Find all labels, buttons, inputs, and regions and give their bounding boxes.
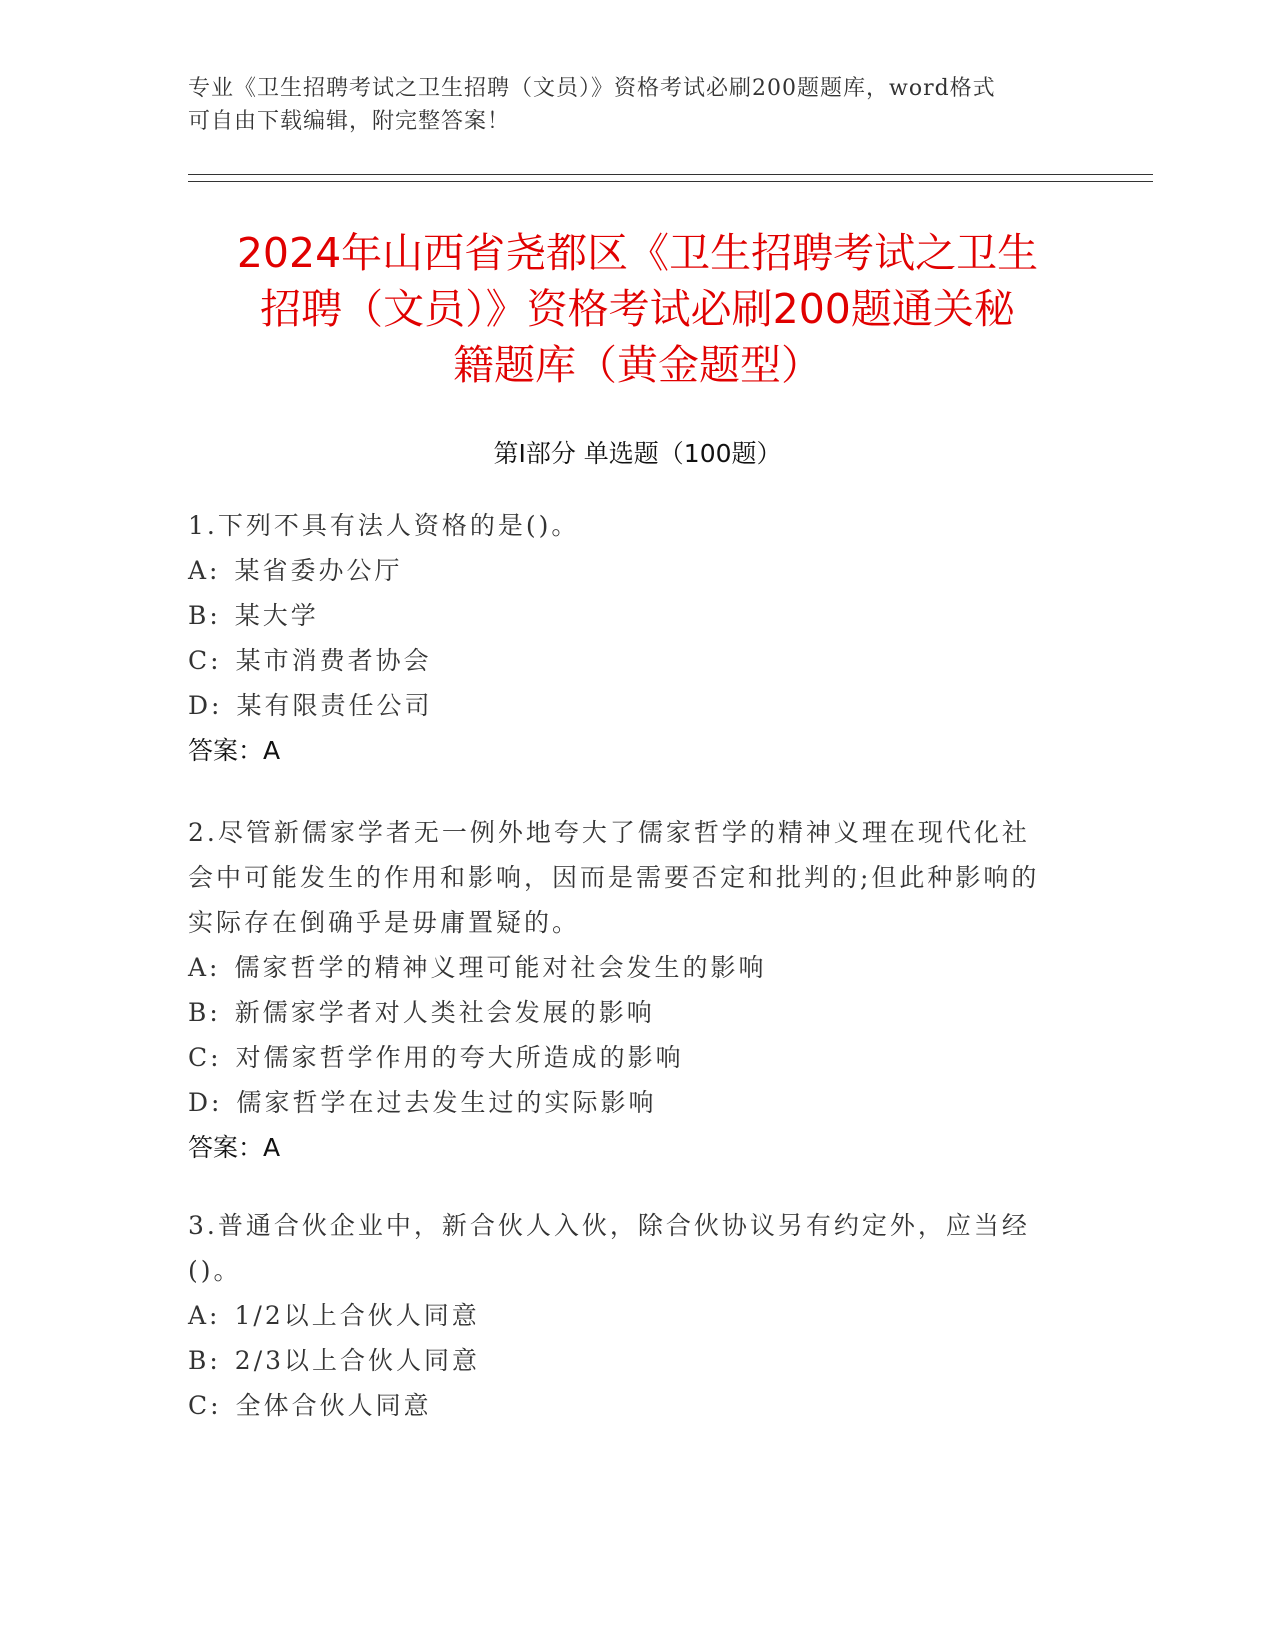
option-item: [188, 1080, 1088, 1125]
answer-line: 答案：A: [188, 1133, 281, 1162]
option-item: [188, 593, 1088, 638]
option-key: A:: [188, 1301, 221, 1330]
option-key: A:: [188, 556, 221, 585]
option-text: 某有限责任公司: [236, 691, 433, 720]
option-item: [188, 1383, 1088, 1428]
option-item: [188, 1293, 1088, 1338]
header-divider: [188, 181, 1153, 182]
question-stem: 3.普通合伙企业中，新合伙人入伙，除合伙协议另有约定外，应当经: [188, 1211, 1030, 1240]
option-text: 某大学: [234, 601, 319, 630]
option-text: 1/2以上合伙人同意: [234, 1301, 480, 1330]
header-note: [188, 72, 1088, 138]
option-text: 新儒家学者对人类社会发展的影响: [234, 998, 655, 1027]
answer-line: 答案：A: [188, 736, 281, 765]
option-key: A:: [188, 953, 221, 982]
question-item: [188, 503, 1088, 773]
question-stem: 实际存在倒确乎是毋庸置疑的。: [188, 908, 581, 937]
question-item: [188, 810, 1088, 1170]
header-divider: [188, 174, 1153, 175]
option-key: C:: [188, 1043, 222, 1072]
title-line: 招聘（文员）》资格考试必刷200题通关秘: [260, 285, 1015, 333]
question-stem: 1.下列不具有法人资格的是()。: [188, 511, 580, 540]
document-title: [150, 225, 1125, 393]
option-item: [188, 683, 1088, 728]
question-stem: 会中可能发生的作用和影响，因而是需要否定和批判的;但此种影响的: [188, 863, 1040, 892]
header-note-line: 可自由下载编辑，附完整答案！: [188, 109, 511, 134]
option-key: C:: [188, 646, 222, 675]
option-text: 全体合伙人同意: [235, 1391, 432, 1420]
option-key: B:: [188, 601, 221, 630]
option-item: [188, 1035, 1088, 1080]
option-key: B:: [188, 998, 221, 1027]
option-text: 对儒家哲学作用的夸大所造成的影响: [235, 1043, 684, 1072]
header-note-line: 专业《卫生招聘考试之卫生招聘（文员）》资格考试必刷200题题库，word格式: [188, 76, 996, 101]
option-key: B:: [188, 1346, 221, 1375]
option-key: C:: [188, 1391, 222, 1420]
section-title: 第Ⅰ部分 单选题（100题）: [493, 439, 782, 468]
question-stem: 2.尽管新儒家学者无一例外地夸大了儒家哲学的精神义理在现代化社: [188, 818, 1030, 847]
option-text: 儒家哲学在过去发生过的实际影响: [236, 1088, 657, 1117]
question-item: [188, 1203, 1088, 1428]
option-text: 儒家哲学的精神义理可能对社会发生的影响: [234, 953, 767, 982]
option-text: 某市消费者协会: [235, 646, 432, 675]
option-item: [188, 1338, 1088, 1383]
option-key: D:: [188, 691, 223, 720]
question-stem: ()。: [188, 1256, 242, 1285]
option-item: [188, 945, 1088, 990]
title-line: 籍题库（黄金题型）: [453, 341, 822, 389]
option-item: [188, 638, 1088, 683]
option-item: [188, 990, 1088, 1035]
option-text: 2/3以上合伙人同意: [234, 1346, 481, 1375]
option-text: 某省委办公厅: [234, 556, 403, 585]
option-item: [188, 548, 1088, 593]
option-key: D:: [188, 1088, 223, 1117]
title-line: 2024年山西省尧都区《卫生招聘考试之卫生: [236, 229, 1039, 277]
